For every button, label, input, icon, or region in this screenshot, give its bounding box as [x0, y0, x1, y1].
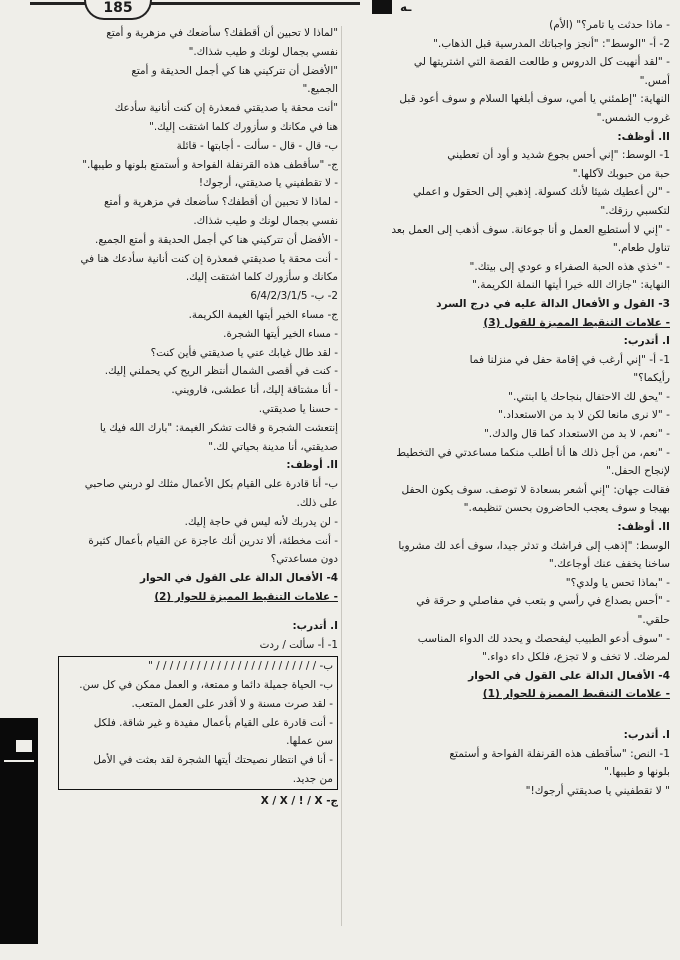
text-line [58, 607, 338, 617]
column-divider [341, 26, 342, 926]
text-line: - "إني لا أستطيع العمل و أنا جوعانة. سوف أذهب إلى العمل بعد [391, 223, 670, 236]
text-line: الوسط: "إذهب إلى فراشك و تدثر جيدا، سوف أعد لك مشروبا [398, 539, 670, 552]
box-line: من جديد. [292, 773, 333, 786]
text-line: - "خذي هذه الحبة الصفراء و عودي إلى بيتك." [469, 260, 670, 273]
section-heading: I. أتدرب: [292, 619, 338, 632]
text-line: حبة من حبوبك لآكلها." [572, 167, 670, 180]
text-line: تناول طعام." [612, 242, 670, 255]
text-line: - حسنا يا صديقتي. [258, 402, 338, 415]
section-heading: - علامات التنقيط المميزة للحوار (2) [154, 590, 338, 603]
left-column [58, 24, 338, 811]
box-line: ب- الحياة جميلة دائما و ممتعة، و العمل ممكن في كل سن. [79, 679, 333, 692]
text-line: رأيكما؟" [633, 372, 670, 385]
text-line: - لا تقطفيني يا صديقتي، أرجوك! [198, 177, 338, 190]
text-line: صديقتي، أنا مدينة بحياتي لك." [208, 440, 338, 453]
text-line: حلقي." [637, 614, 670, 626]
text-line: - مساء الخير أيتها الشجرة. [223, 327, 338, 340]
text-line: "لماذا لا تحبين أن أقطفك؟ سأضعك في مزهرية و أمتع [106, 27, 338, 39]
text-line: 1- أ- "إني أرغب في إقامة حفل في منزلنا فما [469, 353, 670, 366]
text-line: "أنت محقة يا صديقتي فمعذرة إن كنت أنانية سأدعك [114, 102, 338, 115]
text-line: 1- النص: "سأقطف هذه القرنفلة الفواحة و أستمتع [449, 747, 670, 760]
header-rule [30, 2, 360, 5]
page-edge-notch [16, 740, 32, 752]
section-heading: 3- القول و الأفعال الدالة عليه في درج السرد [436, 297, 670, 310]
header-fragment: ـه [400, 0, 412, 14]
text-line: إنتعشت الشجرة و قالت تشكر الغيمة: "بارك الله فيك يا [99, 421, 338, 434]
text-line: - أنت محقة يا صديقتي فمعذرة إن كنت أنانية سأدعك هنا في [80, 252, 338, 265]
text-line: - "يحق لك الاحتفال بنجاحك يا ابنتي." [508, 390, 670, 403]
text-line: لمرضك. لا تخف و لا تجزع، فلكل داء دواء." [482, 651, 670, 664]
text-line: هنا في مكانك و سأزورك كلما اشتقت إليك." [149, 120, 338, 133]
section-heading: I. أتدرب: [623, 728, 670, 741]
text-line: أمس." [639, 74, 670, 87]
text-line: مكانك و سأزورك كلما اشتقت إليك. [185, 271, 338, 284]
text-line: - الأفضل أن تتركيني هنا كي أجمل الحديقة و أمتع الجميع. [95, 233, 338, 246]
text-line: - أنا مشتاقة إليك، أنا عطشى، فارويني. [171, 384, 338, 397]
text-line: ج- "سأقطف هذه القرنفلة الفواحة و أستمتع بلونها و طيبها." [82, 158, 338, 171]
text-line: نفسي بجمال لونك و طيب شذاك. [193, 214, 338, 227]
right-column [352, 16, 670, 800]
text-line: ب- قال - قال - سألت - أجابتها - قائلة [176, 139, 338, 152]
box-line: - لقد صرت مسنة و لا أقدر على العمل المتعب. [131, 697, 333, 710]
text-line: "الأفضل أن تتركيني هنا كي أجمل الحديقة و أمتع [131, 64, 338, 77]
page-edge-mark [4, 760, 34, 762]
text-line: - لن يدربك لأنه ليس في حاجة إليك. [184, 515, 338, 528]
text-line: نفسي بجمال لونك و طيب شذاك." [188, 45, 338, 58]
text-line: - "نعم، لا بد من الاستعداد كما قال والدك." [483, 428, 670, 441]
text-line: - كنت في أقصى الشمال أنتظر الريح كي يحملني إليك. [104, 365, 338, 378]
text-line: النهاية: "إطمئني يا أمي، سوف أبلغها السلام و سوف أعود قبل [399, 93, 670, 106]
text-line: - "لن أعطيك شيئا لأنك كسولة. إذهبي إلى الحقول و اعملي [412, 186, 670, 199]
text-line: غروب الشمس." [596, 111, 670, 124]
text-line: النهاية: "جازاك الله خيرا أيتها النملة الكريمة." [472, 279, 670, 292]
box-line: - أنت قادرة على القيام بأعمال مفيدة و غير شاقة. فلكل [93, 716, 333, 729]
text-line: - لماذا لا تحبين أن أقطفك؟ سأضعك في مزهرية و أمتع [104, 196, 338, 209]
text-line: - لقد طال غيابك عني يا صديقتي فأين كنت؟ [150, 346, 338, 359]
text-line: فقالت جهان: "إني أشعر بسعادة لا توصف. سوف يكون الحفل [401, 483, 670, 496]
section-heading: I. أتدرب: [623, 335, 670, 348]
box-line: - أنا في انتظار نصيحتك أيتها الشجرة لقد بعثت في الأمل [93, 754, 333, 767]
section-heading: - علامات التنقيط المميزة للقول (3) [483, 316, 670, 329]
text-line: - "لا نرى مانعا لكن لا بد من الاستعداد." [497, 409, 670, 422]
text-line: - "أحس بصداع في رأسي و بتعب في مفاصلي و حرقة في [416, 595, 670, 608]
text-line: لتكسبي رزقك." [600, 204, 670, 217]
text-line: بلونها و طيبها." [603, 766, 670, 779]
text-line: الجميع." [302, 83, 338, 96]
text-line: - أنت مخطئة، ألا تدرين أنك عاجزة عن القيام بأعمال كثيرة [88, 534, 338, 547]
header-mark [372, 0, 392, 14]
answer-box [58, 656, 338, 790]
section-heading: 4- الأفعال الدالة على القول في الحوار [468, 669, 670, 682]
section-heading: II. أوظف: [617, 130, 670, 143]
text-line: ب- أنا قادرة على القيام بكل الأعمال مثلك لو دربني صاحبي [84, 478, 338, 491]
text-line: لإنجاح الحفل." [606, 465, 670, 478]
text-line: على ذلك. [296, 496, 338, 509]
text-line: - ماذا حدثت يا تامر؟" (الأم) [549, 19, 670, 31]
section-heading: - علامات التنقيط المميزة للحوار (1) [482, 688, 670, 701]
text-line: - "نعم، من أجل ذلك ها أنا أطلب منكما مساعدتي في التخطيط [396, 446, 670, 459]
section-heading: II. أوظف: [617, 521, 670, 534]
box-line: ب- / / / / / / / / / / / / / / / / / / / / / / / / " [148, 660, 333, 673]
text-line: - "بماذا تحس يا ولدي؟" [565, 576, 670, 589]
page-number: 185 [84, 0, 152, 20]
section-heading: II. أوظف: [286, 459, 338, 472]
text-line [352, 704, 670, 726]
text-line: 1- الوسط: "إني أحس بجوع شديد و أود أن تعطيني [447, 149, 670, 162]
answer-footer: ج- X / X / ! / X [260, 794, 338, 807]
text-line: بهيجا و سوف يعجب الحاضرون بحسن تنظيمه." [463, 502, 670, 515]
text-line: ج- مساء الخير أيتها الغيمة الكريمة. [188, 308, 338, 321]
text-line: - "لقد أنهيت كل الدروس و طالعت القصة التي اشتريتها لي [413, 56, 670, 69]
section-heading: 4- الأفعال الدالة على القول في الحوار [139, 572, 338, 585]
text-line: دون مساعدتي؟ [270, 553, 338, 566]
text-line: 1- أ- سألت / ردت [259, 638, 338, 651]
text-line: " لا تقطفيني يا صديقتي أرجوك!" [525, 784, 670, 797]
box-line: سن عملها. [286, 735, 333, 748]
text-line: - "سوف أدعو الطبيب ليفحصك و يحدد لك الدواء المناسب [417, 632, 670, 645]
text-line: 2- أ- "الوسط": "أنجز واجباتك المدرسية قبل الذهاب." [433, 37, 670, 50]
text-line: 2- ب- 6/4/2/3/1/5 [250, 290, 338, 303]
text-line: ساخنا يخفف عنك أوجاعك." [548, 558, 670, 571]
